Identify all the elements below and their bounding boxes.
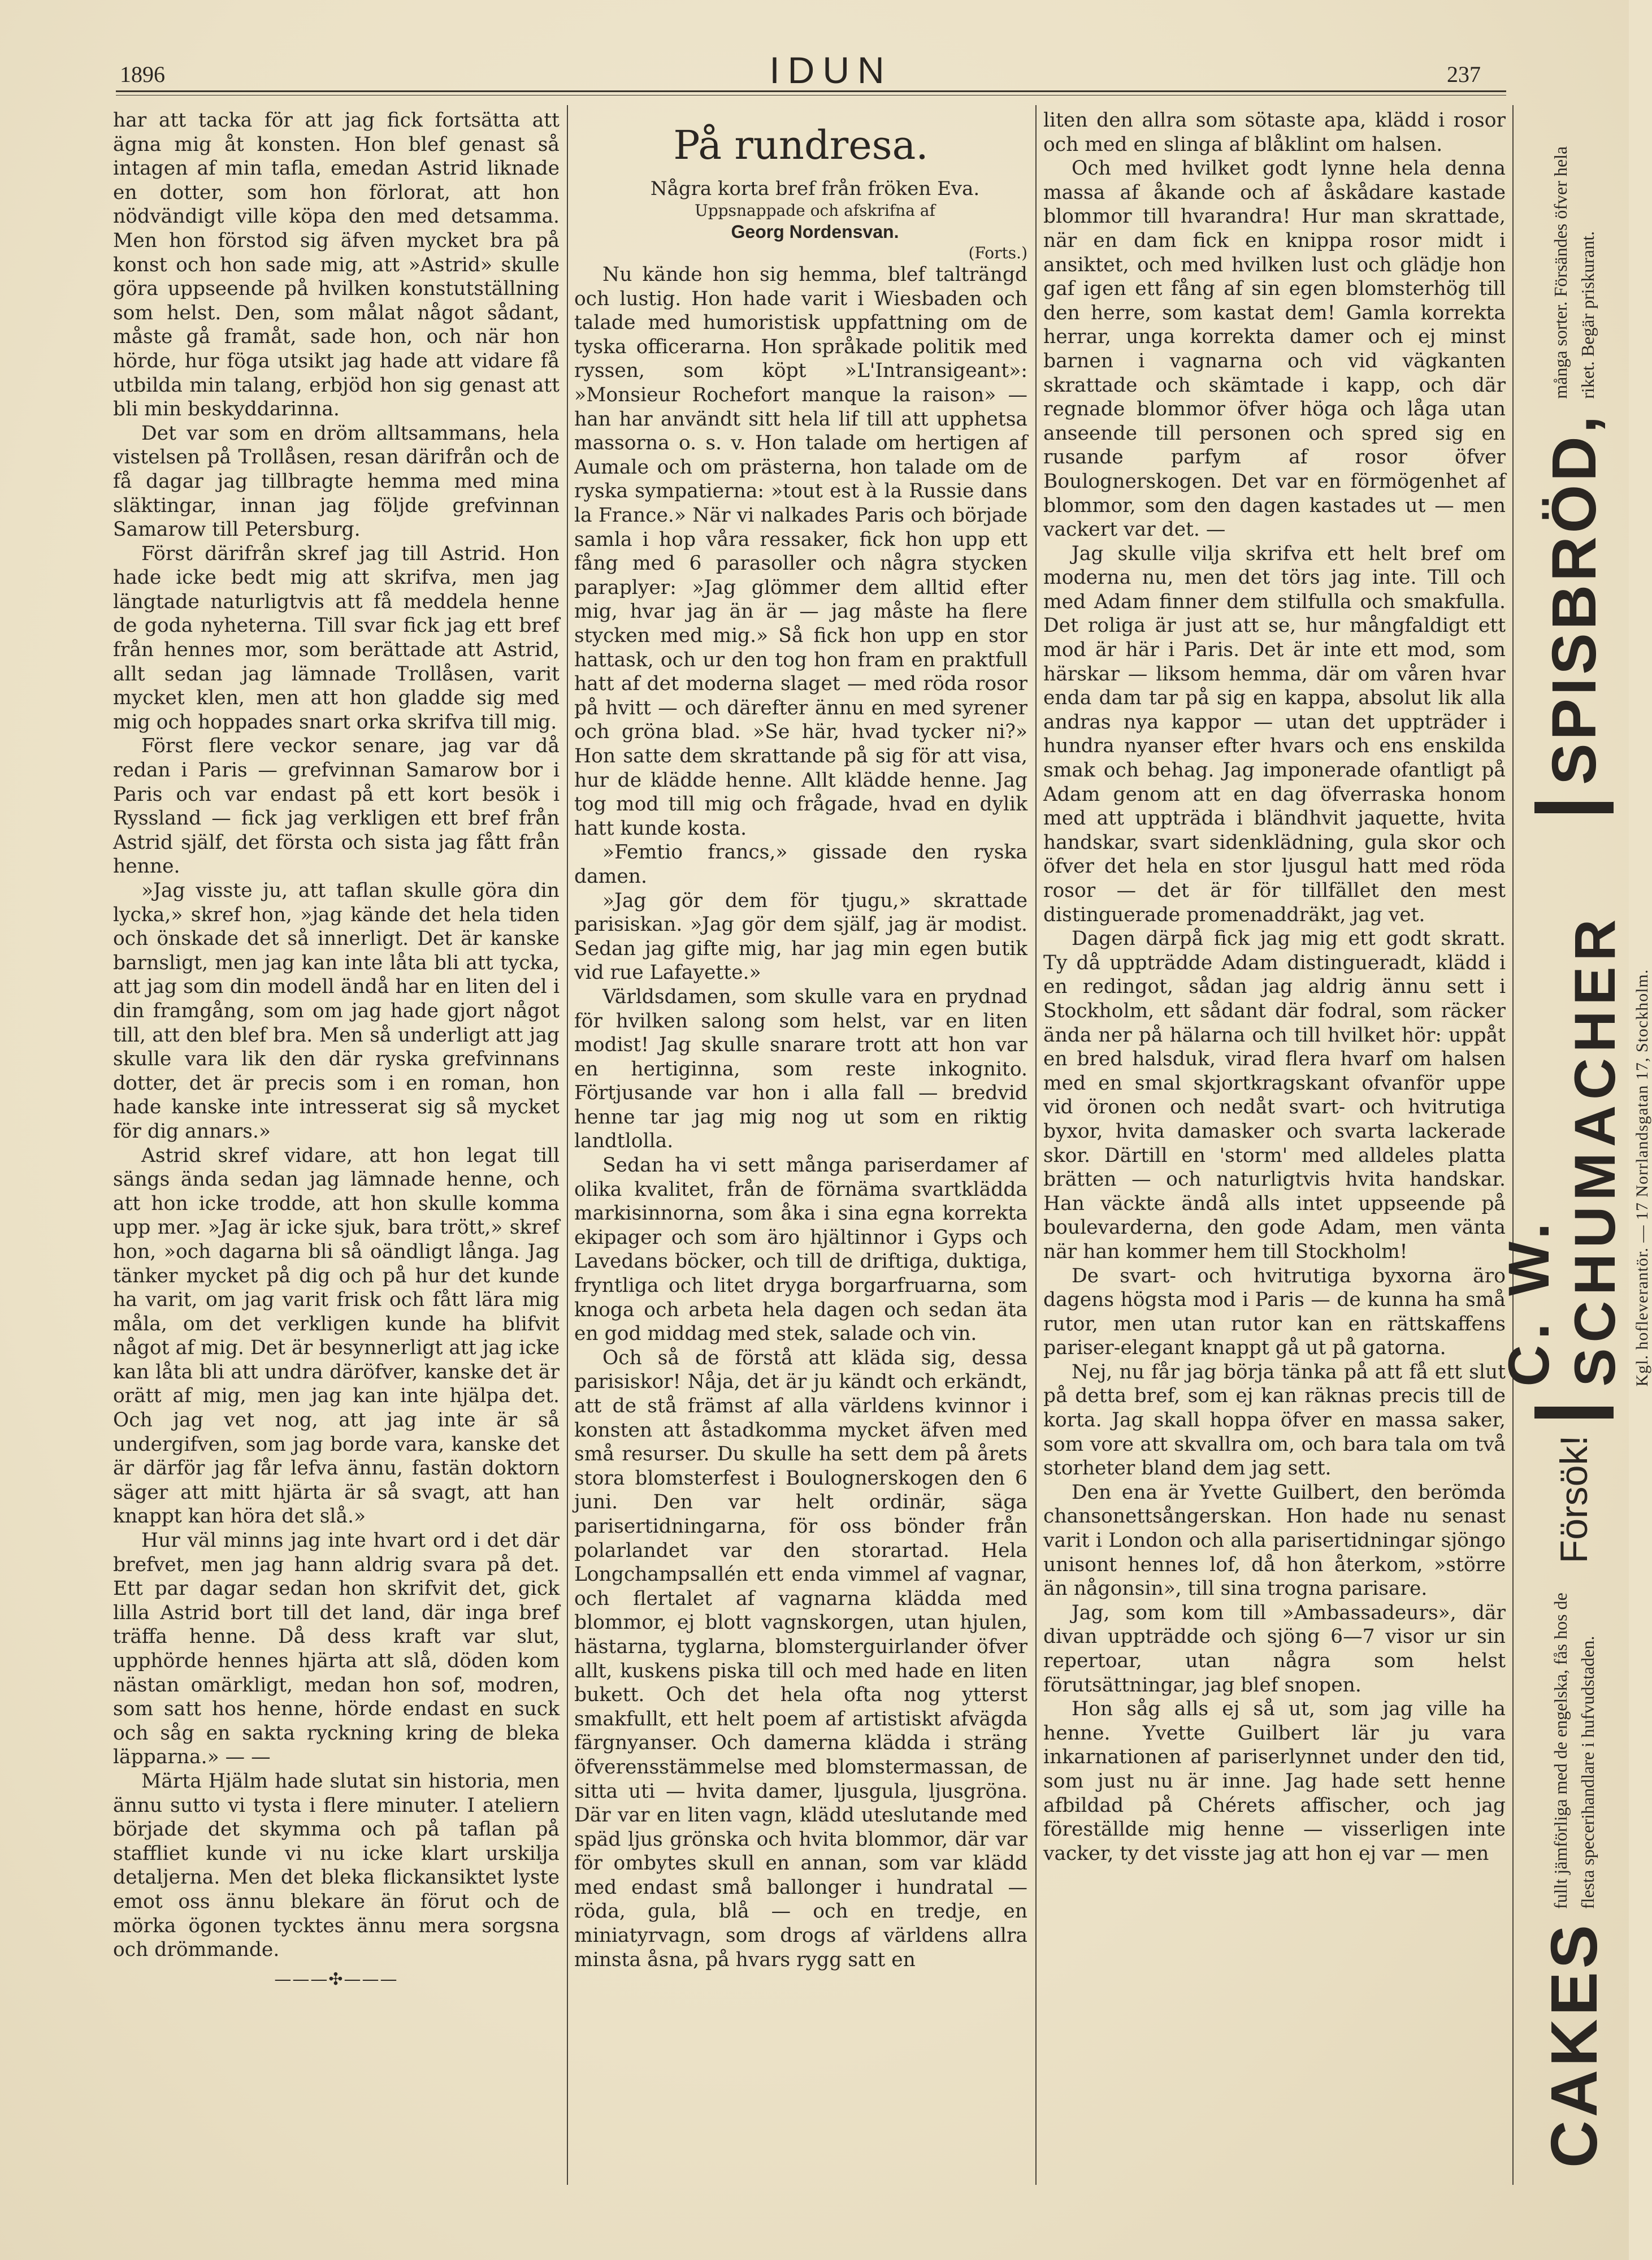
column-divider [567, 105, 568, 2185]
paragraph: Sedan ha vi sett många pariserdamer af olika kvalitet, från de förnäma svartklädda markisinnorna, som åka i sina egna korrekta ekipager och som äro hjältinnor i Gyps och Lavedans böcker, och till de driftiga, duktiga, fryntliga och litet dryga borgarfruarna, som knoga och arbeta hela dagen och sedan äta en god middag med stek, salade och vin. [574, 1154, 1027, 1346]
ad-cakes-text: fullt jämförliga med de engelska, fås hos de flesta specerihandlare i hufvudstaden. [1550, 1593, 1598, 1909]
header-page-number: 237 [1447, 62, 1481, 87]
paragraph: De svart- och hvitrutiga byxorna äro dagens högsta mod i Paris — de kunna ha små rutor, men utan rutor kan en rättskaffens pariser-elegant knappt gå ut på gatorna. [1043, 1264, 1506, 1360]
paragraph: Dagen därpå fick jag mig ett godt skratt. Ty då uppträdde Adam distingueradt, klädd i en redingot, sådan jag aldrig ännu sett i Stockholm, ett sådant där fodral, som räcker ända ner på hälarna och till hvilket hör: uppåt en bred halsduk, virad flera hvarf om halsen med en smal skjortkragskant ofvanför uppe vid öronen och nedåt svart- och hvitrutiga byxor, hvita damasker och svarta lackerade skor. Därtill en 'storm' med alldeles platta brätten — och naturligtvis hvita handskar. Han väckte ändå alls intet uppseende på boulevarderna, den gode Adam, men vänta när han kommer hem till Stockholm! [1043, 927, 1506, 1263]
column-divider [1035, 105, 1037, 2185]
ad-sorter-text: många sorter. Försändes öfver hela riket. Begär priskurant. [1550, 146, 1598, 399]
paragraph: Nej, nu får jag börja tänka på att få ett slut på detta bref, som ej kan räknas precis till de korta. Jag skall hoppa öfver en massa saker, som vore att skvallra om, och bara tala om två storheter bland dem jag sett. [1043, 1360, 1506, 1480]
article-subtitle: Några korta bref från fröken Eva. [650, 177, 980, 201]
advertisement-strip [1497, 105, 1651, 2190]
paragraph: Hon såg alls ej så ut, som jag ville ha henne. Yvette Guilbert lär ju vara inkarnationen af pariserlynnet under den tid, som just nu är inne. Jag hade sett henne afbildad på Chérets affischer, och jag föreställde mig henne — visserligen inte vacker, ty det visste jag att hon ej var — men [1043, 1698, 1506, 1865]
ad-company-address: Kgl. hofleverantör. — 17 Norrlandsgatan 17, Stockholm. [1633, 969, 1651, 1387]
paragraph: Hur väl minns jag inte hvart ord i det där brefvet, men jag hann aldrig svara på det. Ett par dagar sedan hon skrifvit det, gick lilla Astrid bort till det land, där inga bref träffa henne. Då dess kraft var slut, upphörde hennes hjärta att slå, döden kom nästan omärkligt, medan hon sof, modren, som satt hos henne, hörde endast en suck och såg en sakta ryckning kring de bleka läpparna.» — — [113, 1529, 560, 1769]
paragraph: Astrid skref vidare, att hon legat till sängs ända sedan jag lämnade henne, och att hon icke trodde, att hon skulle komma upp mer. »Jag är icke sjuk, bara trött,» skref hon, »och dagarna bli så oändligt långa. Jag tänker mycket på dig och på hur det kunde ha varit, om jag varit frisk och fått lära mig måla, om det verkligen kunde ha blifvit något af mig. Det är besynnerligt att jag icke kan låta bli att undra däröfver, kanske det är orätt af mig, men jag kan inte hjälpa det. Och jag vet nog, att jag inte är så undergifven, som jag borde vara, kanske det är därför jag får lefva ännu, fastän doktorn säger att mitt hjärta är så svagt, att han knappt kan höra det slå.» [113, 1144, 560, 1528]
ad-company-block [1496, 830, 1652, 1386]
paragraph: Den ena är Yvette Guilbert, den berömda chansonettsångerskan. Hon hade nu senast varit i London och alla parisertidningar sjöngo unisont hennes lof, då hon återkom, »större än någonsin», till sina trogna parisare. [1043, 1481, 1506, 1600]
paragraph: har att tacka för att jag fick fortsätta att ägna mig åt konsten. Hon blef genast så intagen af min tafla, emedan Astrid liknade en dotter, som hon förlorat, att hon nödvändigt ville köpa den med detsamma. Men hon förstod sig äfven mycket bra på konst och hon sade mig, att »Astrid» skulle göra uppseende på hvilken konstutställning som helst. Den, som målat något sådant, måste gå framåt, sade hon, och när hon hörde, hur föga utsikt jag hade att vidare få utbilda min talang, erbjöd hon sig genast att bli min beskyddarinna. [113, 109, 560, 421]
paragraph: Först därifrån skref jag till Astrid. Hon hade icke bedt mig att skrifva, men jag längtade naturligtvis att få meddela henne de goda nyheterna. Till svar fick jag ett bref från hennes mor, som berättade att Astrid, allt sedan jag lämnade Trollåsen, varit mycket klen, men att hon gladde sig med mig och hoppades snart orka skrifva till mig. [113, 542, 560, 734]
ad-forsok: Försök! [1553, 1435, 1595, 1564]
article-continued-note: (Forts.) [968, 243, 1027, 262]
ad-company-name: C. W. SCHUMACHER [1497, 913, 1627, 1387]
paragraph: Jag skulle vilja skrifva ett helt bref om moderna nu, men det törs jag inte. Till och med Adam finner dem stilfulla och smakfulla. Det roliga är just att se, hur mångfaldigt ett mod är här i Paris. Det är inte ett mod, som härskar — liksom hemma, där om våren hvar enda dam tar på sig en kappa, absolut lik alla andras nya kappor — utan det uppträder i hundra nyanser efter hvars och ens enskilda smak och behag. Jag imponerade ofantligt på Adam genom att en dag öfverraska honom med att uppträda i bländhvit jaquette, hvita handskar, svart sidenklädning, gula skor och öfver det hela en stor ljusgul hatt med röda rosor — det är för tillfället den mest distinguerade promenaddräkt, jag vet. [1043, 542, 1506, 926]
paragraph: Jag, som kom till »Ambassadeurs», där divan uppträdde och sjöng 6—7 visor ur sin repertoar, utan några som helst förutsättningar, jag blef snopen. [1043, 1601, 1506, 1697]
paragraph: »Jag gör dem för tjugu,» skrattade parisiskan. »Jag gör dem själf, jag är modist. Sedan jag gifte mig, har jag min egen butik vid rue Lafayette.» [574, 889, 1027, 984]
article-byline-intro: Uppsnappade och afskrifna af [695, 201, 935, 220]
header-rule-thin [116, 95, 1506, 96]
column-2 [574, 109, 1027, 1972]
column-1 [113, 109, 560, 1990]
header-rule [116, 90, 1506, 92]
article-title: På rundresa. [673, 122, 929, 168]
paragraph: Och så de förstå att kläda sig, dessa parisiskor! Nåja, det är ju kändt och erkändt, att de stå främst af alla världens kvinnor i konsten att åstadkomma mycket äfven med små resurser. Du skulle ha sett dem på årets stora blomsterfest i Boulognerskogen den 6 juni. Den var helt ordinär, säga parisertidningarna, för oss bönder från polarlandet var den storartad. Hela Longchampsallén ett enda vimmel af vagnar, och flertalet af vagnarna klädda med blommor, ej blott vagnskorgen, utan hjulen, hästarna, tyglarna, blomsterguirlander öfver allt, kuskens piska till och med hade en liten bukett. Och det hela ofta nog ytterst smakfullt, ett helt poem af artistiskt afvägda färgnyanser. Och damerna klädda i sträng öfverensstämmelse med blomstermassan, de sitta uti — hvita damer, ljusgula, ljusgröna. Där var en liten vagn, klädd uteslutande med späd ljus grönska och hvita blommor, där var för ombytes skull en annan, som var klädd med endast små ballonger i hundratal — röda, gula, blå — och en tredje, en miniatyrvagn, som drogs af världens allra minsta åsna, på hvars rygg satt en [574, 1346, 1027, 1971]
ad-cakes: CAKES [1537, 1921, 1611, 2168]
ad-spisbrod: SPISBRÖD, [1539, 412, 1609, 785]
paragraph: Först flere veckor senare, jag var då redan i Paris — grefvinnan Samarow bor i Paris och var endast på ett kort besök i Ryssland — fick jag verkligen ett bref från Astrid själf, det första och sista jag fått från henne. [113, 735, 560, 878]
ad-divider-bar [1534, 802, 1614, 813]
ad-divider-bar [1534, 1407, 1614, 1418]
paragraph: liten den allra som sötaste apa, klädd i rosor och med en slinga af blåklint om halsen. [1043, 109, 1506, 156]
paragraph: »Femtio francs,» gissade den ryska damen. [574, 841, 1027, 888]
paragraph: »Jag visste ju, att taflan skulle göra din lycka,» skref hon, »jag kände det hela tiden och önskade det så innerligt. Det är kanske barnsligt, men jag kan inte låta bli att tycka, att jag som din modell ändå har en liten del i din framgång, som om jag hade gjort något till, att den blef bra. Men så underligt att jag skulle vara lik den där ryska grefvinnans dotter, det är precis som i en roman, hon hade kanske inte intresserat sig så mycket för dig annars.» [113, 879, 560, 1143]
column-3 [1043, 109, 1506, 1866]
header-title: IDUN [769, 49, 892, 91]
paragraph: Och med hvilket godt lynne hela denna massa af åkande och af åskådare kastade blommor till hvarandra! Hur man skrattade, när en dam fick en knippa rosor midt i ansiktet, och med hvilken lust och glädje hon gaf igen ett fång af sin egen blomsterhög till den herre, som kastat dem! Gamla korrekta herrar, unga korrekta damer och ej minst barnen i vagnarna och vid vägkanten skrattade och skämtade i kapp, och där regnade blommor öfver höga och låga utan anseende till personen och spred sig en rusande parfym af rosor öfver Boulognerskogen. Det var en förmögenhet af blommor, som den dagen kastades ut — men vackert var det. — [1043, 157, 1506, 541]
paragraph: Det var som en dröm alltsammans, hela vistelsen på Trollåsen, resan därifrån och de få dagar jag tillbragte hemma med mina släktingar, innan jag följde grefvinnan Samarow till Petersburg. [113, 422, 560, 541]
paragraph: Märta Hjälm hade slutat sin historia, men ännu sutto vi tysta i flere minuter. I ateliern började det skymma och på taflan på staffliet kunde vi nu icke klart urskilja detaljerna. Men det bleka flickansiktet lyste emot oss ännu blekare än förut och de mörka ögonen tycktes ännu mera sorgsna och drömmande. [113, 1769, 560, 1962]
header-year: 1896 [120, 62, 165, 87]
article-author: Georg Nordensvan. [731, 222, 899, 242]
section-ornament: ———✣——— [274, 1969, 398, 1989]
paragraph: Nu kände hon sig hemma, blef talträngd och lustig. Hon hade varit i Wiesbaden och talade med humoristisk uppfattning om de tyska officerarna. Hon språkade politik med ryssen, som köpt »L'Intransigeant»: »Monsieur Rochefort manque la raison» — han har användt sitt hela lif till att upphetsa massorna o. s. v. Hon talade om hertigen af Aumale och om prästerna, hon talade om de ryska sympatierna: »tout est à la Russie dans la France.» När vi nalkades Paris och började samla i hop våra ressaker, fick hon upp ett fång med 6 parasoller och några stycken paraplyer: »Jag glömmer dem alltid efter mig, hvar jag än är — jag måste ha flere stycken med mig.» Så fick hon upp en stor hattask, och ur den tog hon fram en praktfull hatt af det moderna slaget — med röda rosor på hvitt — och därefter ännu en med syrener och gröna blad. »Se här, hvad tycker ni?» Hon satte dem skrattande på sig för att visa, hur de klädde henne. Allt klädde henne. Jag tog mod till mig och frågade, hvad en dylik hatt kunde kosta. [574, 263, 1027, 840]
paragraph: Världsdamen, som skulle vara en prydnad för hvilken salong som helst, var en liten modist! Jag skulle snarare trott att hon var en hertiginna, som reste inkognito. Förtjusande var hon i alla fall — bredvid henne tar jag mig nog ut som en riktig landtlolla. [574, 985, 1027, 1153]
advertisement-rotated [1497, 105, 1651, 2190]
